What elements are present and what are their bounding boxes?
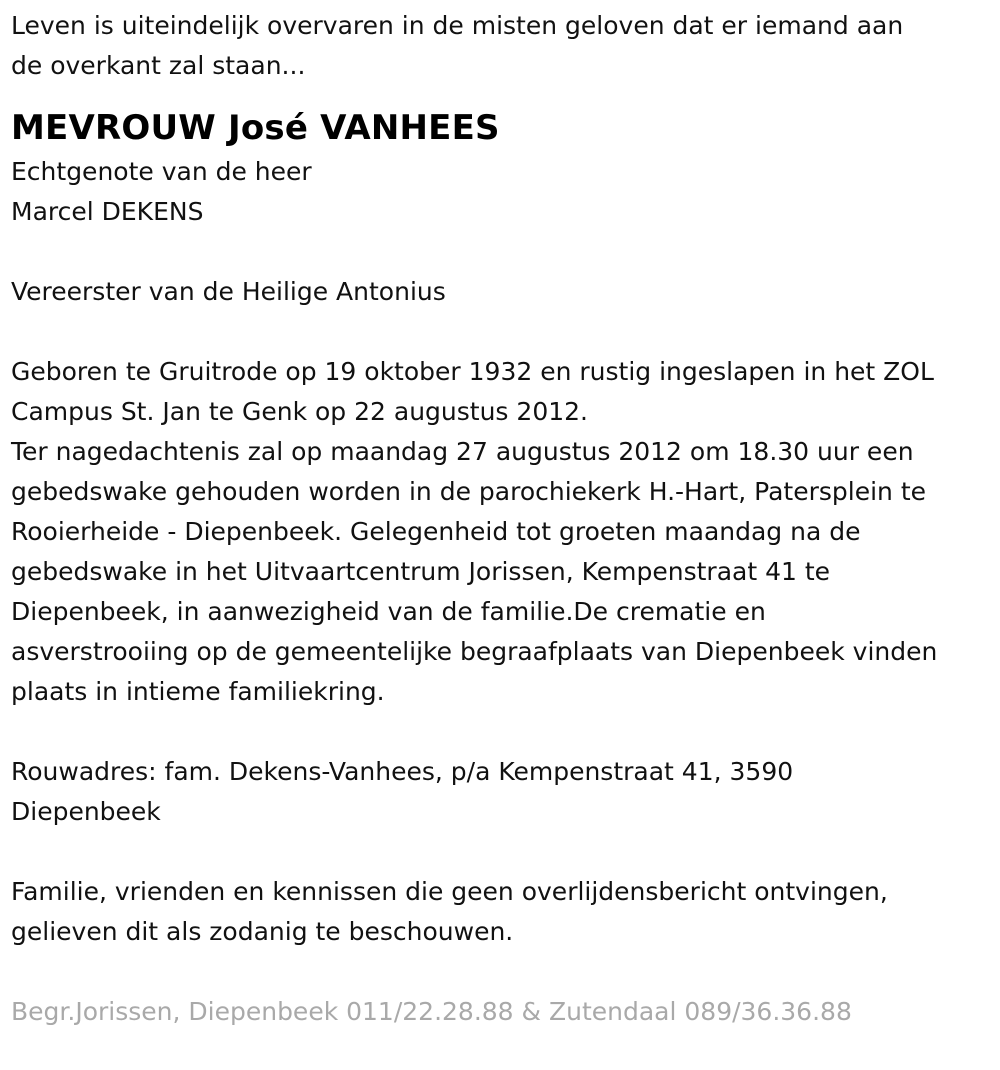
details-line: Diepenbeek, in aanwezigheid van de familie.De crematie en <box>11 597 766 626</box>
details-line: Campus St. Jan te Genk op 22 augustus 2012. <box>11 397 588 426</box>
details-line: Ter nagedachtenis zal op maandag 27 augustus 2012 om 18.30 uur een <box>11 437 914 466</box>
mourning-address <box>11 752 996 832</box>
details-line: asverstrooiing op de gemeentelijke begraafplaats van Diepenbeek vinden <box>11 637 938 666</box>
notice-line: Familie, vrienden en kennissen die geen overlijdensbericht ontvingen, <box>11 877 888 906</box>
spouse-line: Echtgenote van de heer <box>11 157 312 186</box>
obituary-notice <box>11 6 996 1032</box>
devotion-line: Vereerster van de Heilige Antonius <box>11 277 446 306</box>
details-line: Geboren te Gruitrode op 19 oktober 1932 en rustig ingeslapen in het ZOL <box>11 357 934 386</box>
details-line: gebedswake gehouden worden in de parochiekerk H.-Hart, Patersplein te <box>11 477 927 506</box>
spouse-line: Marcel DEKENS <box>11 197 204 226</box>
notice-line: gelieven dit als zodanig te beschouwen. <box>11 917 514 946</box>
opening-quote <box>11 6 996 86</box>
devotion-text <box>11 272 996 312</box>
notice-paragraph <box>11 872 996 952</box>
footer-line: Begr.Jorissen, Diepenbeek 011/22.28.88 & Zutendaal 089/36.36.88 <box>11 997 852 1026</box>
details-line: plaats in intieme familiekring. <box>11 677 385 706</box>
quote-line: de overkant zal staan... <box>11 51 306 80</box>
address-line: Rouwadres: fam. Dekens-Vanhees, p/a Kempenstraat 41, 3590 <box>11 757 794 786</box>
address-line: Diepenbeek <box>11 797 161 826</box>
funeral-home-footer <box>11 992 996 1032</box>
deceased-name: MEVROUW José VANHEES <box>11 108 500 148</box>
quote-line: Leven is uiteindelijk overvaren in de misten geloven dat er iemand aan <box>11 11 904 40</box>
details-line: Rooierheide - Diepenbeek. Gelegenheid tot groeten maandag na de <box>11 517 861 546</box>
details-line: gebedswake in het Uitvaartcentrum Jorissen, Kempenstraat 41 te <box>11 557 831 586</box>
details-paragraph <box>11 352 996 712</box>
spouse-info <box>11 152 996 232</box>
